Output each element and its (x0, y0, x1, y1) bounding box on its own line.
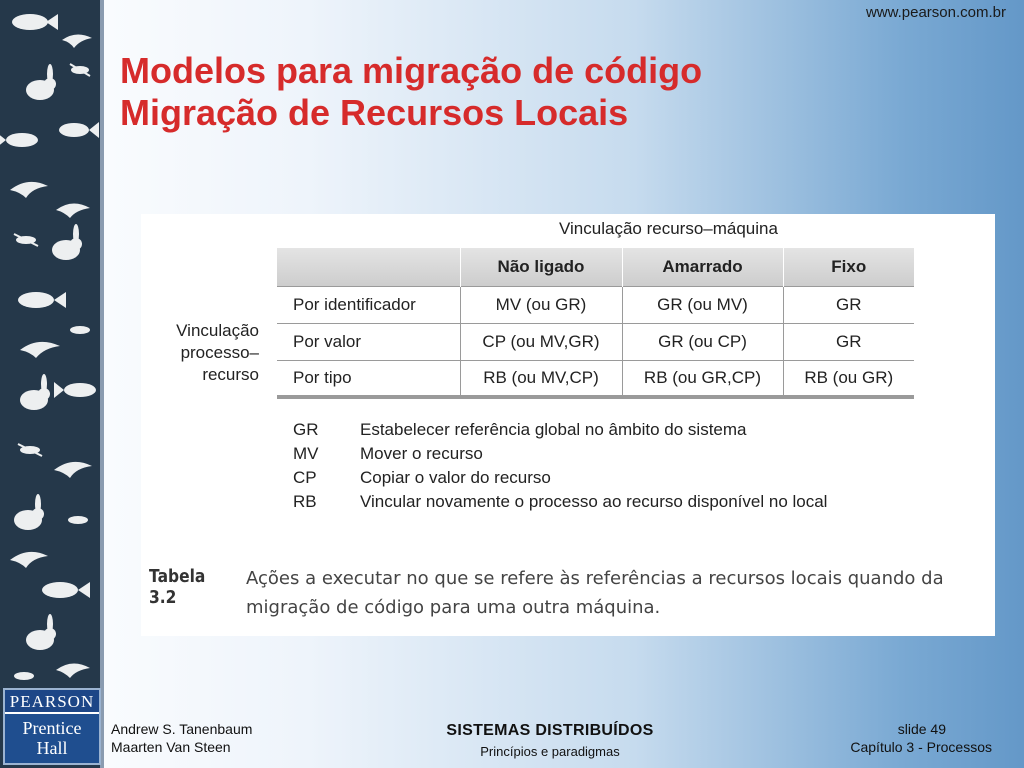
row-group-header (153, 320, 259, 386)
caption-label: Tabela 3.2 (149, 566, 206, 608)
table-cell: GR (783, 323, 914, 360)
legend-code: GR (293, 420, 319, 439)
animal-silhouettes-icon (0, 0, 104, 768)
slide-title-line-2: Migração de Recursos Locais (120, 92, 629, 133)
book-subtitle: Princípios e paradigmas (480, 744, 620, 759)
pearson-prentice-hall-logo (3, 688, 101, 765)
logo-imprint-line: Prentice (22, 718, 82, 738)
decorative-animal-strip (0, 0, 104, 768)
table-figure (141, 214, 995, 636)
table-cell: RB (ou MV,CP) (460, 360, 622, 397)
table-cell: RB (ou GR) (783, 360, 914, 397)
publisher-url[interactable]: www.pearson.com.br (865, 4, 1006, 21)
table-caption (149, 564, 989, 622)
row-label: Por valor (277, 323, 460, 360)
caption-text: Ações a executar no que se refere às referências a recursos locais quando da migração de código para uma outra máquina. (246, 568, 944, 618)
table-row (277, 286, 914, 323)
legend-text: Vincular novamente o processo ao recurso disponível no local (360, 492, 828, 511)
slide-title-line-1: Modelos para migração de código (120, 50, 703, 91)
legend-item (293, 418, 827, 442)
table-cell: GR (ou CP) (622, 323, 783, 360)
table-row (277, 360, 914, 397)
binding-table (277, 248, 914, 399)
column-header: Fixo (783, 248, 914, 286)
slide-label: slide (897, 721, 927, 737)
slide-number: 49 (930, 721, 946, 737)
legend-code: RB (293, 492, 317, 511)
row-label: Por tipo (277, 360, 460, 397)
legend-text: Mover o recurso (360, 444, 483, 463)
table-cell: RB (ou GR,CP) (622, 360, 783, 397)
legend-text: Copiar o valor do recurso (360, 468, 551, 487)
logo-imprint-line: Hall (36, 738, 68, 758)
chapter-label: Capítulo 3 - Processos (850, 739, 992, 755)
column-header: Amarrado (622, 248, 783, 286)
row-group-header-line: recurso (202, 365, 259, 384)
strip-edge (100, 0, 104, 768)
legend-text: Estabelecer referência global no âmbito do sistema (360, 420, 747, 439)
legend-code: CP (293, 468, 317, 487)
legend-item (293, 490, 827, 514)
row-group-header-line: processo– (180, 343, 259, 362)
author-name: Andrew S. Tanenbaum (111, 721, 253, 737)
book-info (380, 722, 720, 759)
legend-item (293, 442, 827, 466)
table-row (277, 323, 914, 360)
slide-number-line (850, 720, 992, 738)
authors (111, 720, 252, 756)
table-corner (277, 248, 460, 286)
logo-publisher: PEARSON (5, 690, 99, 714)
table-cell: GR (ou MV) (622, 286, 783, 323)
slide-title (120, 50, 702, 134)
slide-info (850, 720, 992, 756)
column-header: Não ligado (460, 248, 622, 286)
table-cell: GR (783, 286, 914, 323)
table-cell: MV (ou GR) (460, 286, 622, 323)
legend-item (293, 466, 827, 490)
column-group-header: Vinculação recurso–máquina (559, 219, 778, 238)
row-group-header-line: Vinculação (176, 321, 259, 340)
row-label: Por identificador (277, 286, 460, 323)
legend-code: MV (293, 444, 319, 463)
author-name: Maarten Van Steen (111, 739, 231, 755)
book-title: SISTEMAS DISTRIBUÍDOS (446, 722, 654, 739)
table-cell: CP (ou MV,GR) (460, 323, 622, 360)
legend (293, 418, 827, 514)
logo-imprint (5, 714, 99, 758)
table-header-row (277, 248, 914, 286)
